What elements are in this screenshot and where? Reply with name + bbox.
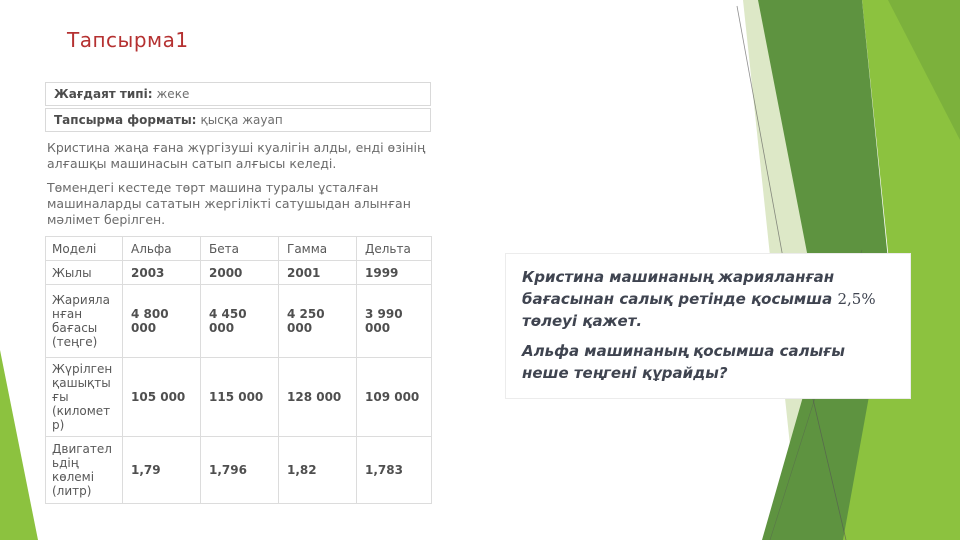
meta-label: Жағдаят типі: — [54, 87, 153, 101]
table-row — [46, 437, 432, 504]
value-cell: 2001 — [279, 261, 357, 285]
page-title: Тапсырма1 — [67, 28, 189, 52]
header-cell: Дельта — [357, 237, 432, 261]
question-box — [505, 253, 911, 399]
header-cell: Моделі — [46, 237, 123, 261]
table-header-row — [46, 237, 432, 261]
row-label-cell: Жүрілген қашықтығы (километр) — [46, 358, 123, 437]
table-row — [46, 358, 432, 437]
value-cell: 4 800 000 — [123, 285, 201, 358]
value-cell: 4 250 000 — [279, 285, 357, 358]
meta-value: қысқа жауап — [200, 113, 283, 127]
row-label-cell: Двигательдің көлемі (литр) — [46, 437, 123, 504]
row-label-cell: Жарияланған бағасы (теңге) — [46, 285, 123, 358]
value-cell: 2000 — [201, 261, 279, 285]
percent-value: 2,5% — [837, 290, 876, 308]
header-cell: Бета — [201, 237, 279, 261]
task-panel — [45, 82, 431, 504]
value-cell: 128 000 — [279, 358, 357, 437]
value-cell: 4 450 000 — [201, 285, 279, 358]
header-cell: Гамма — [279, 237, 357, 261]
task-paragraph: Кристина жаңа ғана жүргізуші куалігін алды, енді өзінің алғашқы машинасын сатып алғысы келеді. — [47, 140, 426, 171]
value-cell: 1,796 — [201, 437, 279, 504]
meta-label: Тапсырма форматы: — [54, 113, 197, 127]
value-cell: 115 000 — [201, 358, 279, 437]
meta-value: жеке — [156, 87, 190, 101]
value-cell: 1,79 — [123, 437, 201, 504]
question-paragraph: Альфа машинаның қосымша салығы неше теңгені құрайды? — [522, 342, 845, 382]
value-cell: 1,82 — [279, 437, 357, 504]
question-text: төлеуі қажет. — [522, 312, 643, 330]
value-cell: 105 000 — [123, 358, 201, 437]
value-cell: 2003 — [123, 261, 201, 285]
question-paragraph — [522, 266, 894, 332]
meta-row-situation-type — [45, 82, 431, 106]
table-row — [46, 261, 432, 285]
car-table — [45, 236, 432, 504]
question-text: Кристина машинаның жарияланған бағасынан салық ретінде қосымша — [522, 268, 838, 308]
bottom-left-accent — [0, 350, 38, 540]
value-cell: 1999 — [357, 261, 432, 285]
meta-row-task-format — [45, 108, 431, 132]
header-cell: Альфа — [123, 237, 201, 261]
value-cell: 3 990 000 — [357, 285, 432, 358]
value-cell: 1,783 — [357, 437, 432, 504]
table-row — [46, 285, 432, 358]
row-label-cell: Жылы — [46, 261, 123, 285]
task-paragraph: Төмендегі кестеде төрт машина туралы ұсталған машиналарды сататын жергілікті сатушыдан алынған мәлімет берілген. — [47, 180, 411, 227]
value-cell: 109 000 — [357, 358, 432, 437]
